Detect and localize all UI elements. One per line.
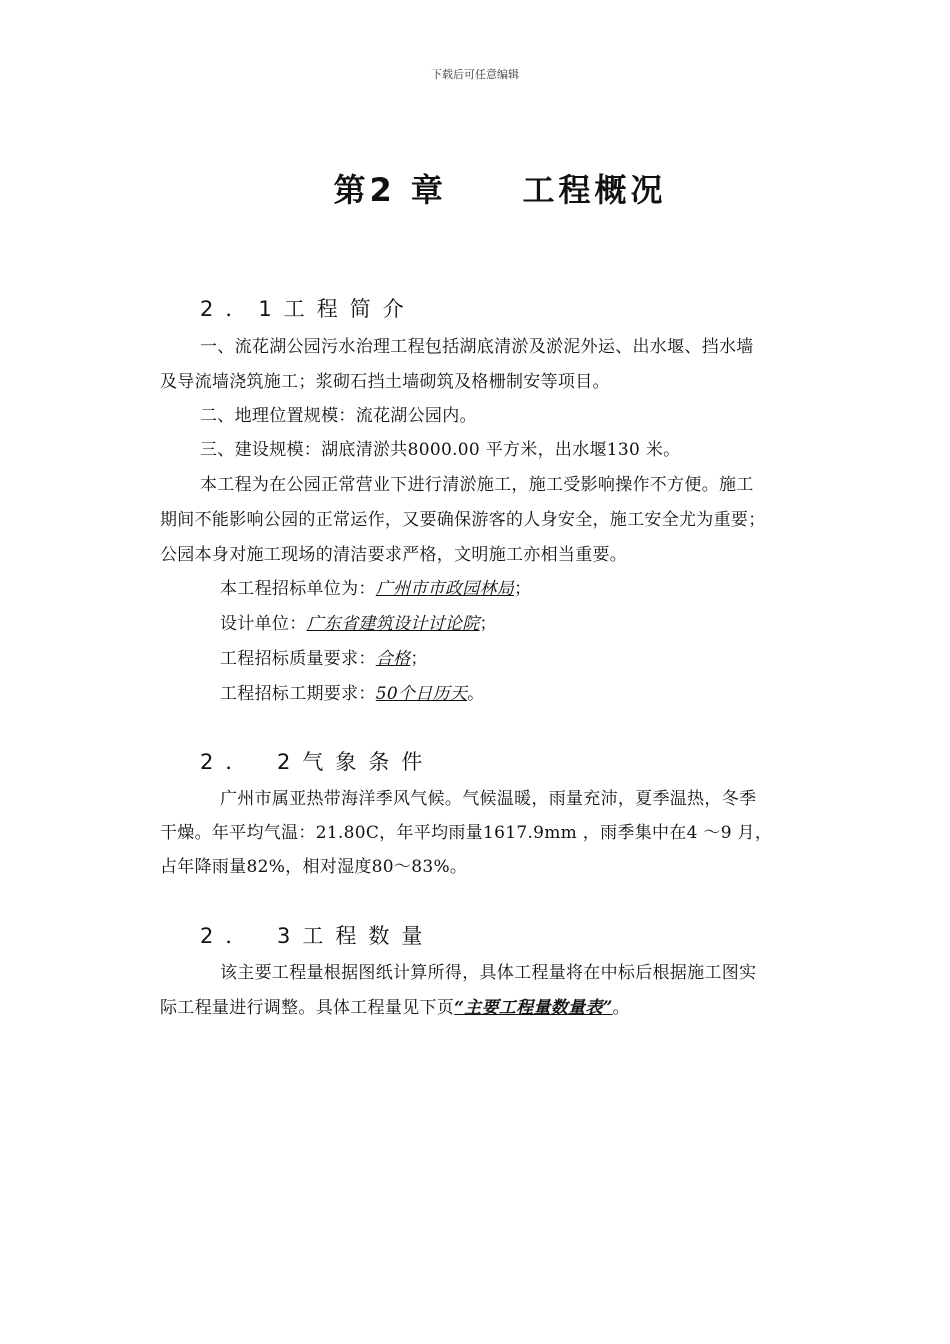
- paragraph-line: 三、建设规模：湖底清淤共8000.00 平方米，出水堰130 米。: [200, 440, 681, 460]
- design-unit-value: 广东省建筑设计讨论院: [306, 614, 480, 634]
- paragraph-line: 一、流花湖公园污水治理工程包括湖底清淤及淤泥外运、出水堰、挡水墙: [200, 337, 754, 357]
- punctuation: ；: [514, 579, 532, 599]
- section-heading-3: 2． 3工程数量: [200, 924, 435, 948]
- paragraph-line: 期间不能影响公园的正常运作，又要确保游客的人身安全，施工安全尤为重要；: [160, 510, 766, 530]
- paragraph-line: 占年降雨量82%，相对湿度80～83%。: [160, 857, 468, 877]
- paragraph-line: 本工程为在公园正常营业下进行清淤施工，施工受影响操作不方便。施工: [200, 475, 754, 495]
- section-heading-2: 2． 2气象条件: [200, 750, 435, 774]
- quality-requirement-value: 合格: [375, 649, 411, 669]
- paragraph-line: 广州市属亚热带海洋季风气候。气候温暖，雨量充沛，夏季温热，冬季: [220, 789, 757, 809]
- chapter-title: 第2 章 工程概况: [333, 171, 667, 209]
- paragraph-line: 该主要工程量根据图纸计算所得，具体工程量将在中标后根据施工图实: [220, 963, 757, 983]
- punctuation: ；: [410, 649, 428, 669]
- paragraph-line: [160, 993, 630, 1018]
- quality-requirement-line: [220, 644, 428, 669]
- period-requirement-line: [220, 679, 484, 704]
- tender-unit-line: [220, 574, 531, 599]
- punctuation: 。: [467, 684, 485, 704]
- section-heading-1: 2．1工程简介: [200, 297, 416, 321]
- punctuation: ；: [479, 614, 497, 634]
- quality-requirement-label: 工程招标质量要求：: [220, 649, 376, 669]
- period-requirement-label: 工程招标工期要求：: [220, 684, 376, 704]
- period-requirement-value: 50个日历天: [375, 684, 468, 704]
- tender-unit-value: 广州市市政园林局: [375, 579, 515, 599]
- design-unit-line: [220, 609, 497, 634]
- quantity-table-reference: “主要工程量数量表”: [454, 998, 613, 1018]
- tender-unit-label: 本工程招标单位为：: [220, 579, 376, 599]
- header-note: 下载后可任意编辑: [431, 68, 519, 81]
- paragraph-text: 际工程量进行调整。具体工程量见下页: [160, 998, 455, 1018]
- design-unit-label: 设计单位：: [220, 614, 307, 634]
- paragraph-line: 二、地理位置规模：流花湖公园内。: [200, 406, 477, 426]
- paragraph-line: 公园本身对施工现场的清洁要求严格，文明施工亦相当重要。: [160, 545, 628, 565]
- paragraph-line: 干燥。年平均气温：21.80C，年平均雨量1617.9mm ，雨季集中在4 ～9 月，: [160, 823, 773, 843]
- paragraph-line: 及导流墙浇筑施工；浆砌石挡土墙砌筑及格栅制安等项目。: [160, 372, 610, 392]
- punctuation: 。: [612, 998, 630, 1018]
